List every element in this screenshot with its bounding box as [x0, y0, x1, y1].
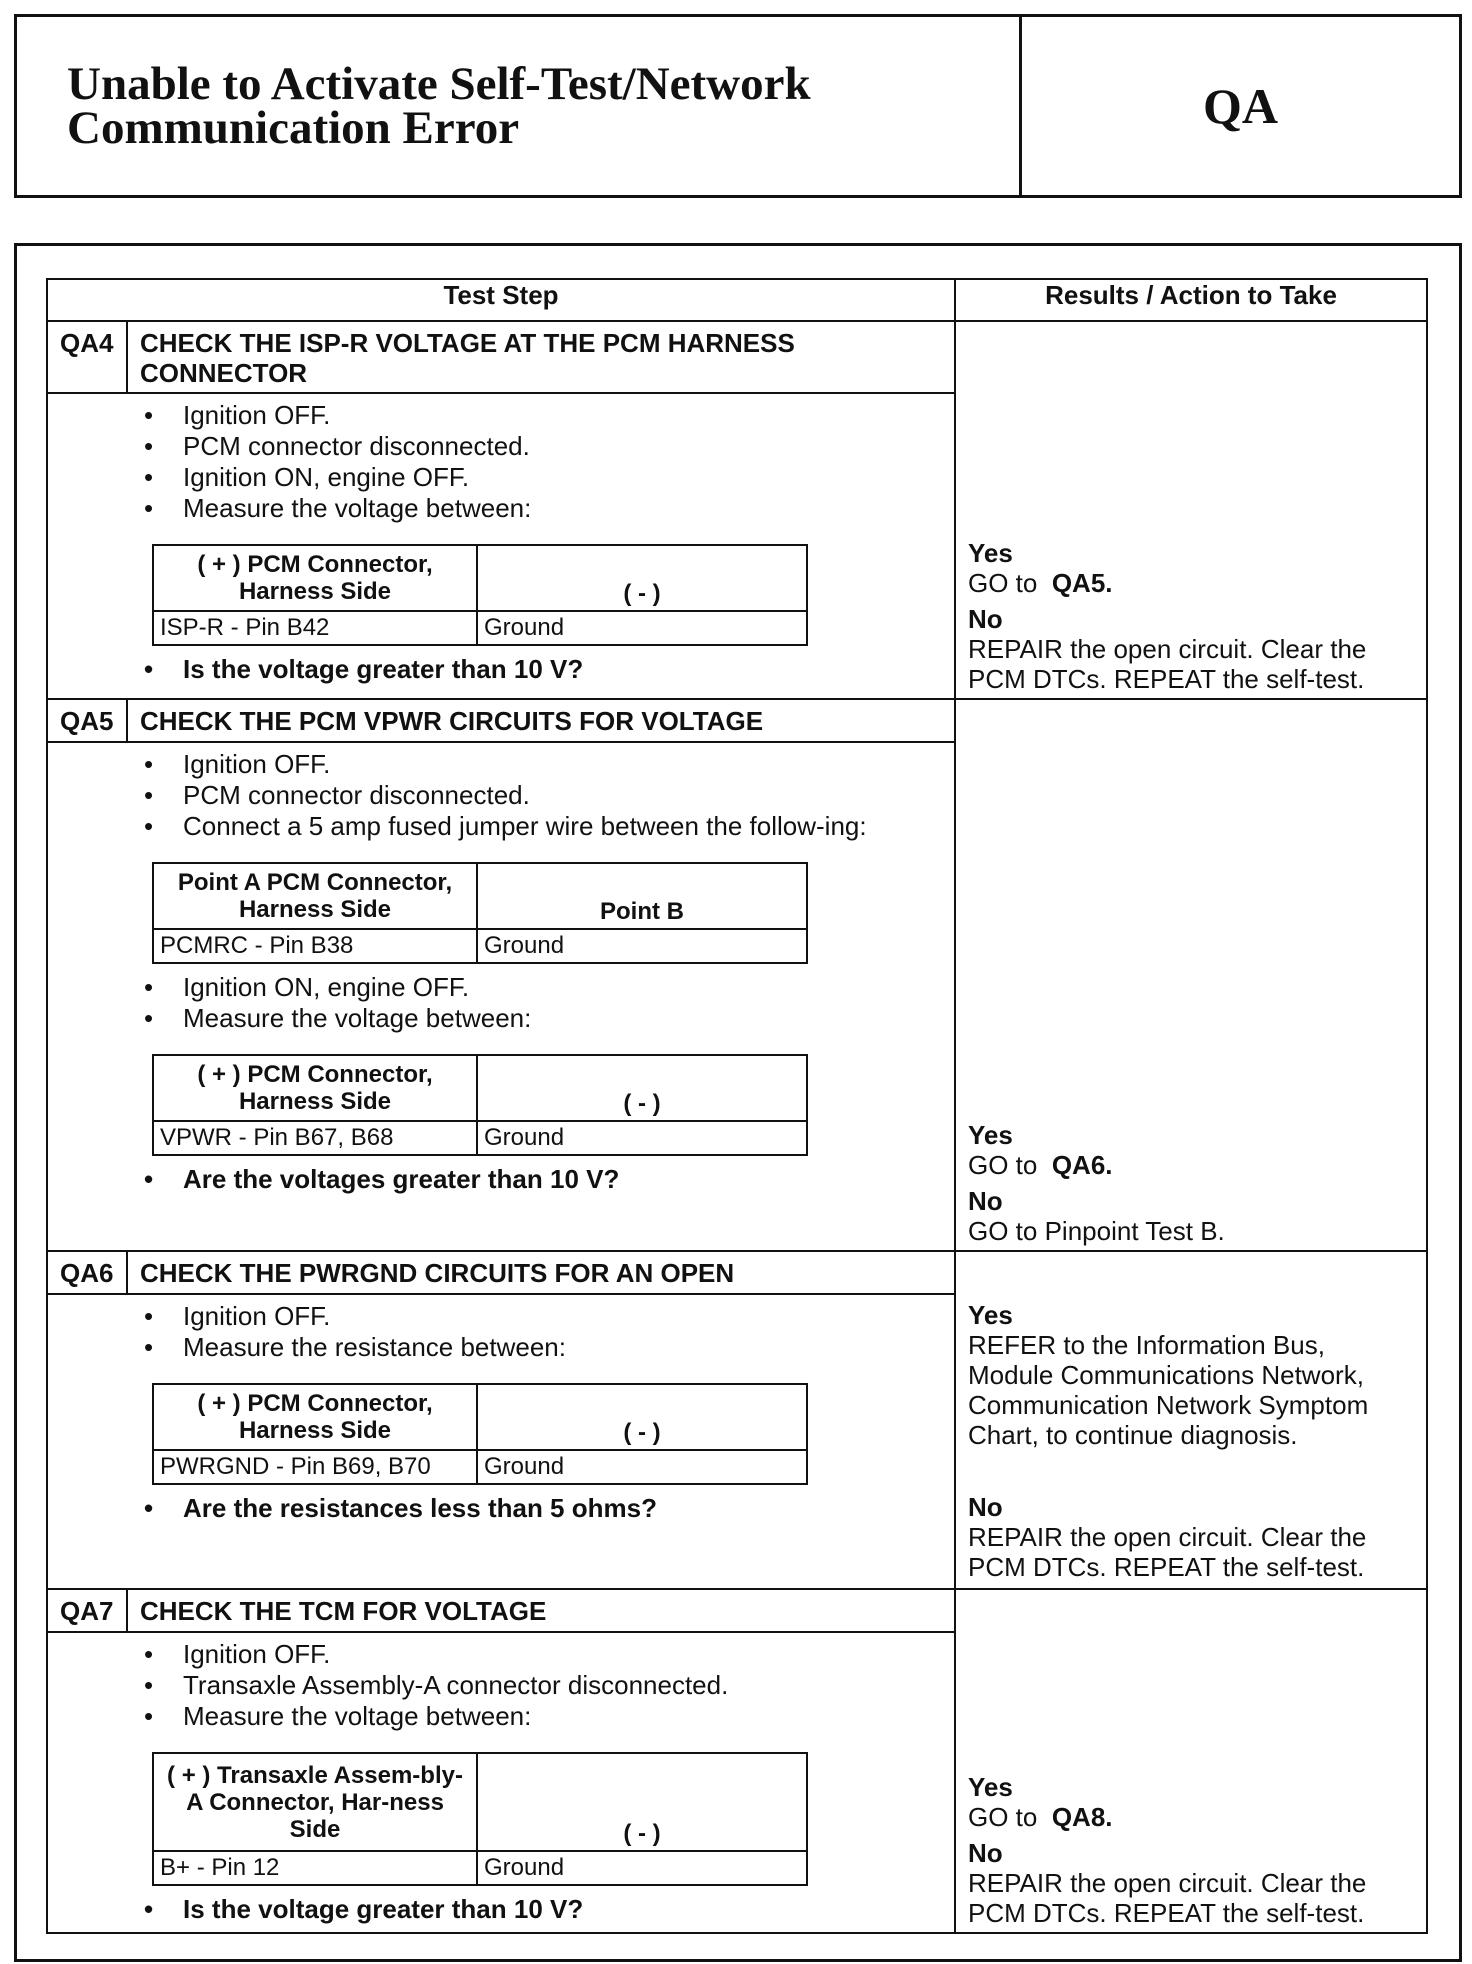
measurement-table — [152, 1054, 808, 1156]
instruction-item: • Measure the voltage between: — [48, 1701, 954, 1732]
yes-label: Yes — [968, 538, 1013, 568]
step-row-qa5 — [47, 699, 1427, 1251]
measurement-header-negative: ( - ) — [477, 1384, 807, 1450]
instruction-item: • PCM connector disconnected. — [48, 431, 954, 462]
yes-action: REFER to the Information Bus, Module Communications Network, Communication Network Symptom Chart, to continue diagnosis. — [968, 1330, 1369, 1450]
step-body — [48, 1633, 954, 1931]
title-line-2: Communication Error — [67, 102, 520, 154]
instruction-item: • Ignition ON, engine OFF. — [48, 972, 954, 1003]
step-id: QA6 — [48, 1252, 128, 1293]
instruction-item: • Measure the resistance between: — [48, 1332, 954, 1363]
step-title: CHECK THE PWRGND CIRCUITS FOR AN OPEN — [140, 1258, 735, 1288]
instruction-item: • Ignition OFF. — [48, 400, 954, 431]
measurement-header-positive: ( + ) PCM Connector, Harness Side — [153, 1384, 477, 1450]
no-label: No — [968, 1838, 1003, 1868]
measurement-value-positive: ISP-R - Pin B42 — [153, 611, 477, 645]
measurement-value-negative: Ground — [477, 1450, 807, 1484]
instruction-item: • Ignition OFF. — [48, 1301, 954, 1332]
measurement-header-negative: ( - ) — [477, 1055, 807, 1121]
step-header — [48, 700, 954, 743]
no-label: No — [968, 604, 1003, 634]
test-step-table — [46, 278, 1428, 1934]
measurement-value-negative: Ground — [477, 1851, 807, 1885]
yes-step-ref: QA6. — [1051, 1150, 1113, 1180]
measurement-header-negative: ( - ) — [477, 545, 807, 611]
no-label: No — [968, 1186, 1003, 1216]
measurement-header-positive: ( + ) Transaxle Assem-bly-A Connector, Har-ness Side — [153, 1753, 477, 1851]
measurement-table — [152, 1752, 808, 1886]
step-row-qa6 — [47, 1251, 1427, 1589]
step-body — [48, 1295, 954, 1530]
jumper-header-point-a: Point A PCM Connector, Harness Side — [153, 863, 477, 929]
result-cell — [955, 1251, 1427, 1589]
result-cell — [955, 321, 1427, 699]
jumper-value-point-b: Ground — [477, 929, 807, 963]
instruction-item: • Measure the voltage between: — [48, 1003, 954, 1034]
step-title: CHECK THE TCM FOR VOLTAGE — [140, 1596, 547, 1626]
step-body — [48, 743, 954, 1201]
step-id: QA7 — [48, 1590, 128, 1631]
measurement-header-negative: ( - ) — [477, 1753, 807, 1851]
yes-label: Yes — [968, 1772, 1013, 1802]
title-box — [14, 14, 1462, 198]
step-cell — [47, 1589, 955, 1933]
no-label: No — [968, 1492, 1003, 1522]
step-body — [48, 394, 954, 691]
column-header-test-step: Test Step — [47, 279, 955, 321]
measurement-value-positive: PWRGND - Pin B69, B70 — [153, 1450, 477, 1484]
jumper-header-point-b: Point B — [477, 863, 807, 929]
yes-step-ref: QA8. — [1051, 1802, 1113, 1832]
step-question: • Is the voltage greater than 10 V? — [48, 1894, 954, 1925]
yes-action: GO to QA6. — [968, 1150, 1113, 1180]
step-header — [48, 322, 954, 394]
page-title — [17, 17, 1022, 195]
title-line-1: Unable to Activate Self-Test/Network — [67, 58, 811, 110]
instruction-item: • Ignition ON, engine OFF. — [48, 462, 954, 493]
no-action: REPAIR the open circuit. Clear the PCM DTCs. REPEAT the self-test. — [968, 1868, 1367, 1928]
step-header — [48, 1590, 954, 1633]
measurement-table — [152, 544, 808, 646]
no-action: REPAIR the open circuit. Clear the PCM DTCs. REPEAT the self-test. — [968, 634, 1367, 694]
step-question: • Are the voltages greater than 10 V? — [48, 1164, 954, 1195]
jumper-value-point-a: PCMRC - Pin B38 — [153, 929, 477, 963]
step-id: QA4 — [48, 322, 128, 392]
measurement-value-positive: VPWR - Pin B67, B68 — [153, 1121, 477, 1155]
yes-label: Yes — [968, 1120, 1013, 1150]
yes-action: GO to QA5. — [968, 568, 1113, 598]
measurement-value-positive: B+ - Pin 12 — [153, 1851, 477, 1885]
step-question: • Is the voltage greater than 10 V? — [48, 654, 954, 685]
step-title: CHECK THE ISP-R VOLTAGE AT THE PCM HARNESS CONNECTOR — [140, 328, 795, 388]
section-code: QA — [1203, 78, 1278, 134]
column-header-results: Results / Action to Take — [955, 279, 1427, 321]
instruction-item: • Ignition OFF. — [48, 749, 954, 780]
instruction-item: • Ignition OFF. — [48, 1639, 954, 1670]
measurement-header-positive: ( + ) PCM Connector, Harness Side — [153, 1055, 477, 1121]
no-action: REPAIR the open circuit. Clear the PCM DTCs. REPEAT the self-test. — [968, 1522, 1367, 1582]
measurement-header-positive: ( + ) PCM Connector, Harness Side — [153, 545, 477, 611]
step-title: CHECK THE PCM VPWR CIRCUITS FOR VOLTAGE — [140, 706, 764, 736]
instruction-item: • Transaxle Assembly-A connector disconnected. — [48, 1670, 954, 1701]
result-cell — [955, 1589, 1427, 1933]
yes-step-ref: QA5. — [1051, 568, 1113, 598]
step-row-qa7 — [47, 1589, 1427, 1933]
jumper-table — [152, 862, 808, 964]
step-cell — [47, 1251, 955, 1589]
step-cell — [47, 321, 955, 699]
measurement-value-negative: Ground — [477, 611, 807, 645]
step-question: • Are the resistances less than 5 ohms? — [48, 1493, 954, 1524]
measurement-table — [152, 1383, 808, 1485]
yes-label: Yes — [968, 1300, 1013, 1330]
step-id: QA5 — [48, 700, 128, 741]
step-cell — [47, 699, 955, 1251]
no-action: GO to Pinpoint Test B. — [968, 1216, 1225, 1246]
measurement-value-negative: Ground — [477, 1121, 807, 1155]
instruction-item: • Connect a 5 amp fused jumper wire between the follow-ing: — [48, 811, 954, 842]
step-header — [48, 1252, 954, 1295]
step-row-qa4 — [47, 321, 1427, 699]
yes-action: GO to QA8. — [968, 1802, 1113, 1832]
instruction-item: • Measure the voltage between: — [48, 493, 954, 524]
instruction-item: • PCM connector disconnected. — [48, 780, 954, 811]
result-cell — [955, 699, 1427, 1251]
